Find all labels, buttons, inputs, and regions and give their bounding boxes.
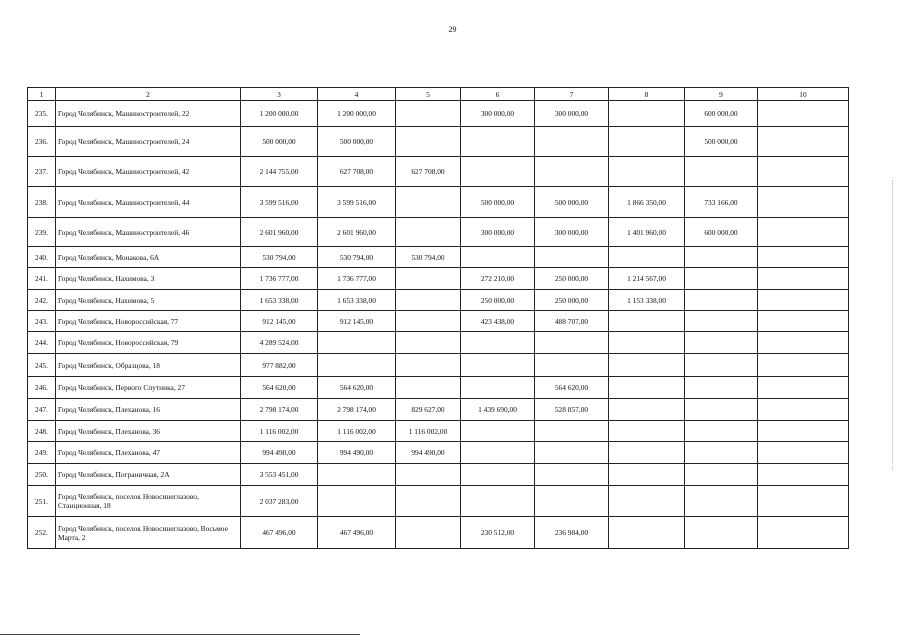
amount-cell-c3: 977 882,00 bbox=[241, 354, 318, 377]
address-cell: Город Челябинск, Образцова, 18 bbox=[56, 354, 241, 377]
amount-cell-c5 bbox=[396, 464, 461, 486]
amount-cell-c5 bbox=[396, 101, 461, 127]
amount-cell-c6: 423 438,00 bbox=[461, 311, 535, 332]
amount-cell-c10 bbox=[758, 187, 849, 218]
amount-cell-c9 bbox=[685, 247, 758, 268]
amount-cell-c7 bbox=[535, 127, 609, 157]
address-cell: Город Челябинск, Машиностроителей, 24 bbox=[56, 127, 241, 157]
amount-cell-c8 bbox=[609, 399, 685, 421]
amount-cell-c8 bbox=[609, 377, 685, 399]
amount-cell-c5 bbox=[396, 517, 461, 549]
amount-cell-c5: 530 794,00 bbox=[396, 247, 461, 268]
amount-cell-c7 bbox=[535, 332, 609, 354]
row-number-cell: 242. bbox=[28, 290, 56, 311]
amount-cell-c10 bbox=[758, 377, 849, 399]
amount-cell-c6 bbox=[461, 486, 535, 517]
amount-cell-c8 bbox=[609, 442, 685, 464]
amount-cell-c6: 300 000,00 bbox=[461, 101, 535, 127]
amount-cell-c9 bbox=[685, 311, 758, 332]
amount-cell-c6: 230 512,00 bbox=[461, 517, 535, 549]
amount-cell-c9 bbox=[685, 442, 758, 464]
amount-cell-c4: 994 490,00 bbox=[318, 442, 396, 464]
amount-cell-c7: 250 000,00 bbox=[535, 268, 609, 290]
column-header: 7 bbox=[535, 88, 609, 101]
table-row bbox=[28, 187, 849, 218]
amount-cell-c3: 467 496,00 bbox=[241, 517, 318, 549]
address-cell: Город Челябинск, Первого Спутника, 27 bbox=[56, 377, 241, 399]
amount-cell-c6: 272 210,00 bbox=[461, 268, 535, 290]
amount-cell-c4: 2 798 174,00 bbox=[318, 399, 396, 421]
amount-cell-c7 bbox=[535, 157, 609, 187]
amount-cell-c3: 912 145,00 bbox=[241, 311, 318, 332]
amount-cell-c4 bbox=[318, 354, 396, 377]
amount-cell-c6 bbox=[461, 332, 535, 354]
amount-cell-c3: 2 144 755,00 bbox=[241, 157, 318, 187]
amount-cell-c3: 2 037 283,00 bbox=[241, 486, 318, 517]
address-cell: Город Челябинск, Машиностроителей, 42 bbox=[56, 157, 241, 187]
address-cell: Город Челябинск, Новороссийская, 79 bbox=[56, 332, 241, 354]
amount-cell-c7: 500 000,00 bbox=[535, 187, 609, 218]
amount-cell-c6: 300 000,00 bbox=[461, 218, 535, 247]
address-cell: Город Челябинск, Машиностроителей, 44 bbox=[56, 187, 241, 218]
amount-cell-c9 bbox=[685, 354, 758, 377]
amount-cell-c8 bbox=[609, 332, 685, 354]
amount-cell-c3: 3 553 451,00 bbox=[241, 464, 318, 486]
amount-cell-c4: 2 601 960,00 bbox=[318, 218, 396, 247]
row-number-cell: 247. bbox=[28, 399, 56, 421]
amount-cell-c4: 1 200 000,00 bbox=[318, 101, 396, 127]
amount-cell-c5 bbox=[396, 332, 461, 354]
amount-cell-c3: 564 620,00 bbox=[241, 377, 318, 399]
amount-cell-c9 bbox=[685, 332, 758, 354]
amount-cell-c9: 600 000,00 bbox=[685, 101, 758, 127]
amount-cell-c7 bbox=[535, 247, 609, 268]
row-number-cell: 239. bbox=[28, 218, 56, 247]
amount-cell-c7: 250 000,00 bbox=[535, 290, 609, 311]
amount-cell-c8 bbox=[609, 486, 685, 517]
address-cell: Город Челябинск, Плеханова, 47 bbox=[56, 442, 241, 464]
amount-cell-c5 bbox=[396, 187, 461, 218]
amount-cell-c5 bbox=[396, 218, 461, 247]
amount-cell-c8 bbox=[609, 157, 685, 187]
amount-cell-c7 bbox=[535, 354, 609, 377]
amount-cell-c6 bbox=[461, 127, 535, 157]
amount-cell-c9 bbox=[685, 421, 758, 442]
amount-cell-c6 bbox=[461, 377, 535, 399]
address-cell: Город Челябинск, Машиностроителей, 46 bbox=[56, 218, 241, 247]
amount-cell-c3: 2 798 174,00 bbox=[241, 399, 318, 421]
row-number-cell: 235. bbox=[28, 101, 56, 127]
address-cell: Город Челябинск, Новороссийская, 77 bbox=[56, 311, 241, 332]
amount-cell-c6: 500 000,00 bbox=[461, 187, 535, 218]
amount-cell-c3: 500 000,00 bbox=[241, 127, 318, 157]
amount-cell-c3: 994 490,00 bbox=[241, 442, 318, 464]
amount-cell-c8 bbox=[609, 311, 685, 332]
amount-cell-c9 bbox=[685, 464, 758, 486]
amount-cell-c7: 528 857,00 bbox=[535, 399, 609, 421]
amount-cell-c10 bbox=[758, 399, 849, 421]
table-row bbox=[28, 421, 849, 442]
amount-cell-c6 bbox=[461, 464, 535, 486]
amount-cell-c10 bbox=[758, 464, 849, 486]
row-number-cell: 240. bbox=[28, 247, 56, 268]
row-number-cell: 249. bbox=[28, 442, 56, 464]
amount-cell-c7 bbox=[535, 442, 609, 464]
amount-cell-c8 bbox=[609, 464, 685, 486]
amount-cell-c8: 1 214 567,00 bbox=[609, 268, 685, 290]
amount-cell-c8: 1 153 338,00 bbox=[609, 290, 685, 311]
amount-cell-c4: 912 145,00 bbox=[318, 311, 396, 332]
amount-cell-c4 bbox=[318, 332, 396, 354]
row-number-cell: 246. bbox=[28, 377, 56, 399]
table-row bbox=[28, 127, 849, 157]
table-row bbox=[28, 290, 849, 311]
amount-cell-c9: 600 000,00 bbox=[685, 218, 758, 247]
amount-cell-c3: 4 289 524,00 bbox=[241, 332, 318, 354]
row-number-cell: 250. bbox=[28, 464, 56, 486]
amount-cell-c5 bbox=[396, 486, 461, 517]
amount-cell-c3: 530 794,00 bbox=[241, 247, 318, 268]
amount-cell-c8 bbox=[609, 354, 685, 377]
amount-cell-c9 bbox=[685, 486, 758, 517]
amount-cell-c6 bbox=[461, 442, 535, 464]
column-header: 6 bbox=[461, 88, 535, 101]
amount-cell-c7 bbox=[535, 421, 609, 442]
amount-cell-c8 bbox=[609, 247, 685, 268]
amount-cell-c7 bbox=[535, 464, 609, 486]
amount-cell-c7: 300 000,00 bbox=[535, 218, 609, 247]
table-header-row bbox=[28, 88, 849, 101]
amount-cell-c3: 1 736 777,00 bbox=[241, 268, 318, 290]
amount-cell-c4: 3 599 516,00 bbox=[318, 187, 396, 218]
amount-cell-c5 bbox=[396, 290, 461, 311]
amount-cell-c10 bbox=[758, 486, 849, 517]
amount-cell-c3: 1 116 002,00 bbox=[241, 421, 318, 442]
amount-cell-c10 bbox=[758, 290, 849, 311]
column-header: 1 bbox=[28, 88, 56, 101]
amount-cell-c8 bbox=[609, 127, 685, 157]
amount-cell-c5: 994 490,00 bbox=[396, 442, 461, 464]
row-number-cell: 237. bbox=[28, 157, 56, 187]
amount-cell-c4: 1 736 777,00 bbox=[318, 268, 396, 290]
amount-cell-c10 bbox=[758, 268, 849, 290]
amount-cell-c5 bbox=[396, 354, 461, 377]
column-header: 5 bbox=[396, 88, 461, 101]
scan-artifact bbox=[892, 180, 895, 470]
amount-cell-c6 bbox=[461, 354, 535, 377]
table-row bbox=[28, 247, 849, 268]
table-row bbox=[28, 442, 849, 464]
amount-cell-c6: 1 439 690,00 bbox=[461, 399, 535, 421]
amount-cell-c9 bbox=[685, 517, 758, 549]
column-header: 10 bbox=[758, 88, 849, 101]
address-cell: Город Челябинск, Пограничная, 2А bbox=[56, 464, 241, 486]
table-row bbox=[28, 377, 849, 399]
table-row bbox=[28, 464, 849, 486]
row-number-cell: 236. bbox=[28, 127, 56, 157]
amount-cell-c9 bbox=[685, 290, 758, 311]
table-row bbox=[28, 486, 849, 517]
address-cell: Город Челябинск, Плеханова, 16 bbox=[56, 399, 241, 421]
table-row bbox=[28, 332, 849, 354]
amount-cell-c4: 467 496,00 bbox=[318, 517, 396, 549]
amount-cell-c6 bbox=[461, 421, 535, 442]
table-row bbox=[28, 218, 849, 247]
amount-cell-c4: 627 708,00 bbox=[318, 157, 396, 187]
amount-cell-c10 bbox=[758, 157, 849, 187]
amount-cell-c10 bbox=[758, 101, 849, 127]
row-number-cell: 245. bbox=[28, 354, 56, 377]
row-number-cell: 243. bbox=[28, 311, 56, 332]
amount-cell-c9 bbox=[685, 399, 758, 421]
table-row bbox=[28, 354, 849, 377]
amount-cell-c10 bbox=[758, 127, 849, 157]
amount-cell-c10 bbox=[758, 332, 849, 354]
amount-cell-c4: 1 116 002,00 bbox=[318, 421, 396, 442]
amount-cell-c9: 500 000,00 bbox=[685, 127, 758, 157]
row-number-cell: 252. bbox=[28, 517, 56, 549]
amount-cell-c10 bbox=[758, 311, 849, 332]
amount-cell-c7 bbox=[535, 486, 609, 517]
address-cell: Город Челябинск, Монакова, 6А bbox=[56, 247, 241, 268]
row-number-cell: 238. bbox=[28, 187, 56, 218]
amount-cell-c9 bbox=[685, 157, 758, 187]
row-number-cell: 244. bbox=[28, 332, 56, 354]
amount-cell-c7: 564 620,00 bbox=[535, 377, 609, 399]
table-row bbox=[28, 399, 849, 421]
amount-cell-c4 bbox=[318, 464, 396, 486]
address-cell: Город Челябинск, поселок Новосинеглазово, Станционная, 18 bbox=[56, 486, 241, 517]
page-bottom-rule bbox=[0, 634, 360, 635]
column-header: 2 bbox=[56, 88, 241, 101]
amount-cell-c5: 829 627,00 bbox=[396, 399, 461, 421]
amount-cell-c8: 1 401 960,00 bbox=[609, 218, 685, 247]
amount-cell-c10 bbox=[758, 354, 849, 377]
row-number-cell: 251. bbox=[28, 486, 56, 517]
address-cell: Город Челябинск, поселок Новосинеглазово, Восьмое Марта, 2 bbox=[56, 517, 241, 549]
amount-cell-c6 bbox=[461, 247, 535, 268]
amount-cell-c8 bbox=[609, 517, 685, 549]
column-header: 3 bbox=[241, 88, 318, 101]
amount-cell-c5: 627 708,00 bbox=[396, 157, 461, 187]
amount-cell-c3: 1 200 000,00 bbox=[241, 101, 318, 127]
data-table bbox=[27, 87, 849, 549]
amount-cell-c10 bbox=[758, 218, 849, 247]
table-row bbox=[28, 268, 849, 290]
row-number-cell: 248. bbox=[28, 421, 56, 442]
table-row bbox=[28, 517, 849, 549]
row-number-cell: 241. bbox=[28, 268, 56, 290]
amount-cell-c9 bbox=[685, 268, 758, 290]
amount-cell-c3: 1 653 338,00 bbox=[241, 290, 318, 311]
amount-cell-c6: 250 000,00 bbox=[461, 290, 535, 311]
page-number: 29 bbox=[448, 25, 457, 34]
column-header: 8 bbox=[609, 88, 685, 101]
amount-cell-c4: 564 620,00 bbox=[318, 377, 396, 399]
amount-cell-c5 bbox=[396, 127, 461, 157]
amount-cell-c8 bbox=[609, 101, 685, 127]
address-cell: Город Челябинск, Нахимова, 3 bbox=[56, 268, 241, 290]
amount-cell-c5 bbox=[396, 311, 461, 332]
amount-cell-c8: 1 866 350,00 bbox=[609, 187, 685, 218]
column-header: 4 bbox=[318, 88, 396, 101]
table-row bbox=[28, 157, 849, 187]
amount-cell-c4: 1 653 338,00 bbox=[318, 290, 396, 311]
address-cell: Город Челябинск, Плеханова, 36 bbox=[56, 421, 241, 442]
amount-cell-c9 bbox=[685, 377, 758, 399]
amount-cell-c6 bbox=[461, 157, 535, 187]
amount-cell-c3: 3 599 516,00 bbox=[241, 187, 318, 218]
table-row bbox=[28, 101, 849, 127]
column-header: 9 bbox=[685, 88, 758, 101]
amount-cell-c8 bbox=[609, 421, 685, 442]
amount-cell-c9: 733 166,00 bbox=[685, 187, 758, 218]
table-row bbox=[28, 311, 849, 332]
amount-cell-c4: 500 000,00 bbox=[318, 127, 396, 157]
amount-cell-c7: 300 000,00 bbox=[535, 101, 609, 127]
amount-cell-c4: 530 794,00 bbox=[318, 247, 396, 268]
amount-cell-c10 bbox=[758, 421, 849, 442]
address-cell: Город Челябинск, Нахимова, 5 bbox=[56, 290, 241, 311]
amount-cell-c5: 1 116 002,00 bbox=[396, 421, 461, 442]
amount-cell-c4 bbox=[318, 486, 396, 517]
amount-cell-c7: 236 984,00 bbox=[535, 517, 609, 549]
amount-cell-c10 bbox=[758, 247, 849, 268]
amount-cell-c3: 2 601 960,00 bbox=[241, 218, 318, 247]
amount-cell-c10 bbox=[758, 442, 849, 464]
amount-cell-c10 bbox=[758, 517, 849, 549]
address-cell: Город Челябинск, Машиностроителей, 22 bbox=[56, 101, 241, 127]
amount-cell-c5 bbox=[396, 268, 461, 290]
amount-cell-c7: 488 707,00 bbox=[535, 311, 609, 332]
amount-cell-c5 bbox=[396, 377, 461, 399]
